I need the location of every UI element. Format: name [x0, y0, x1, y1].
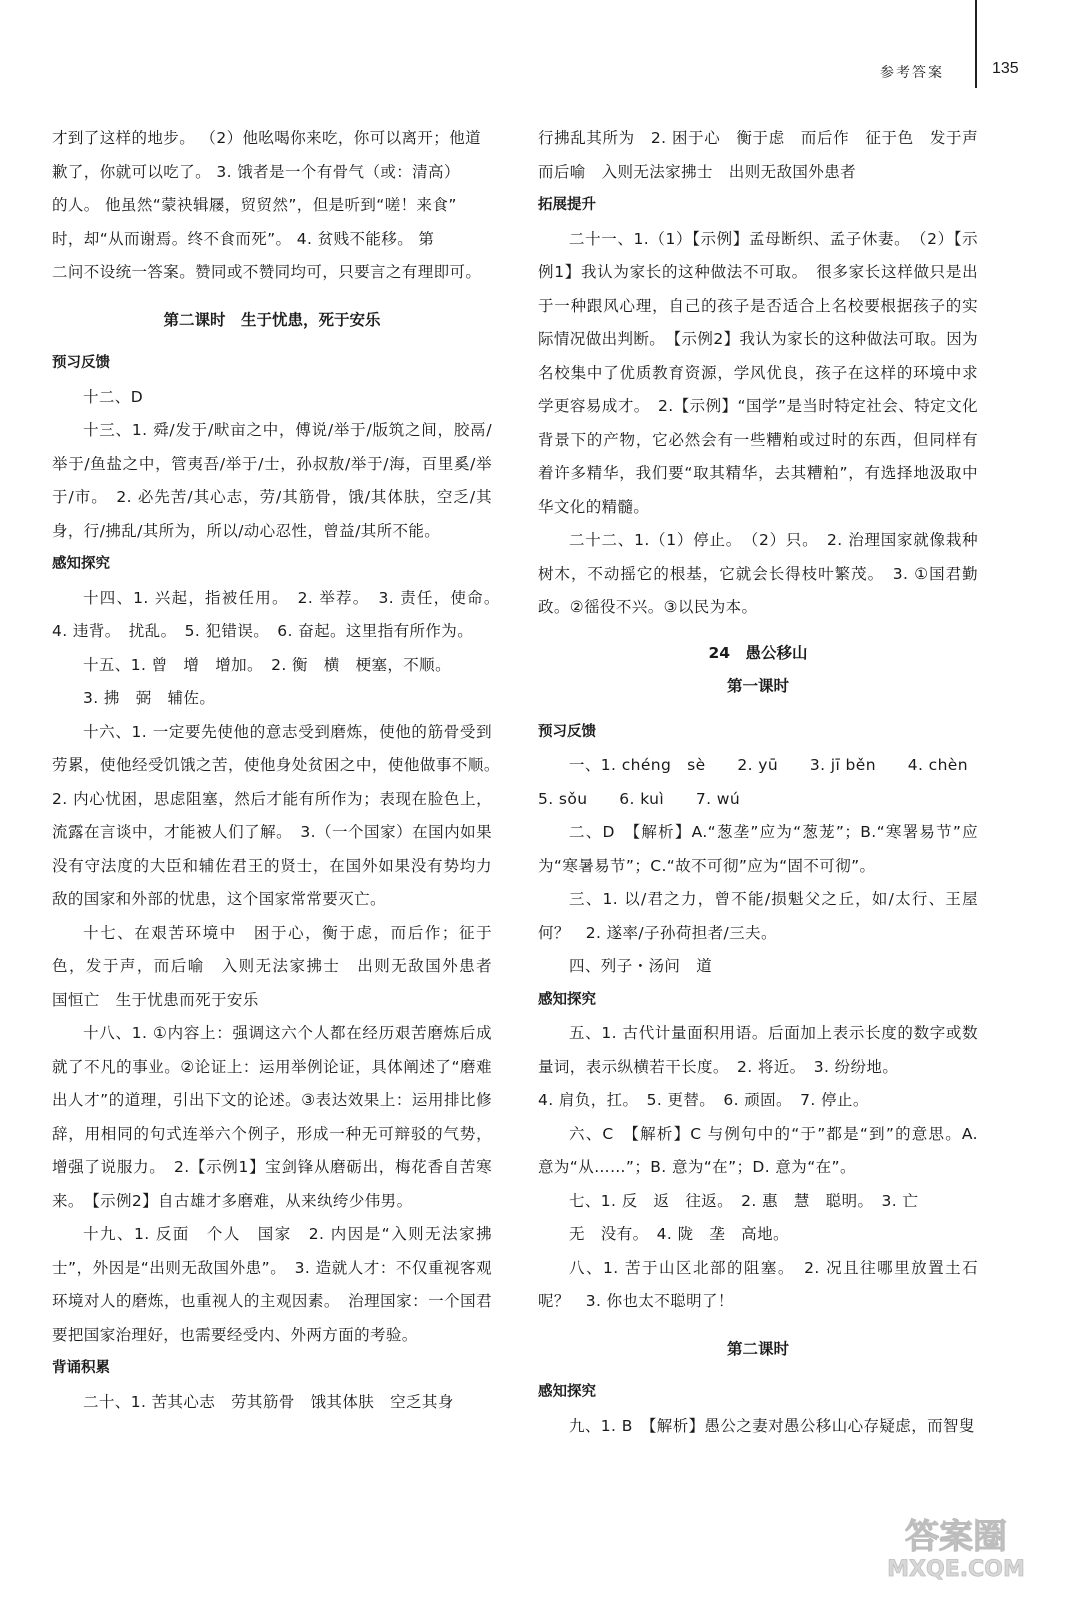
- answer-1: 一、1. chéng sè 2. yū 3. jī běn 4. chèn: [569, 756, 968, 774]
- answer-12: 十二、D: [83, 387, 144, 406]
- left-column: [52, 122, 508, 1419]
- answer-7: 七、1. 反 返 往返。 2. 惠 慧 聪明。 3. 亡: [569, 1191, 919, 1210]
- answer-9: 九、1. B 【解析】愚公之妻对愚公移山心存疑虑，而智叟: [569, 1416, 975, 1435]
- section-heading-recite: 背诵积累: [52, 1360, 110, 1376]
- answer-18: 十八、1. ①内容上：强调这六个人都在经历艰苦磨炼后成就了不凡的事业。②论证上：运用举例论证，具体阐述了“磨难出人才”的道理，引出下文的论述。③表达效果上：运用排比修辞，用相同的句式连举六个例子，形成一种无可辩驳的气势，增强了说服力。 2.【示例1】宝剑锋从磨砺出，梅花香自苦寒来。 【示例2】自古雄才多磨难，从来纨绔少伟男。: [52, 1024, 492, 1210]
- section-heading-explore-3: 感知探究: [538, 1384, 596, 1400]
- answer-line: 才到了这样的地步。 （2）他吆喝你来吃，你可以离开；他道: [52, 129, 481, 147]
- answer-21: 二十一、1.（1）【示例】孟母断织、孟子休妻。 （2）【示例1】我认为家长的这种做法不可取。 很多家长这样做只是出于一种跟风心理，自己的孩子是否适合上名校要根据孩子的实际情况做出判断。 【示例2】我认为家长的这种做法可取。因为名校集中了优质教育资源，学风优良，孩子在这样的环境中求学更容易成才。 2.【示例】“国学”是当时特定社会、特定文化背景下的产物，它必然会有一些糟粕或过时的东西，但同样有着许多精华，我们要“取其精华，去其糟粕”，有选择地汲取中华文化的精髓。: [538, 229, 978, 516]
- header-divider: [975, 0, 977, 88]
- section-heading-preview-2: 预习反馈: [538, 723, 596, 740]
- answer-16: 十六、1. 一定要先使他的意志受到磨炼，使他的筋骨受到劳累，使他经受饥饿之苦，使他身处贫困之中，使他做事不顺。 2. 内心忧困，思虑阻塞，然后才能有所作为；表现在脸色上，流露在言谈中，才能被人们了解。 3.（一个国家）在国内如果没有守法度的大臣和辅佐君王的贤士，在国外如果没有势均力敌的国家和外部的忧患，这个国家常常要灭亡。: [52, 722, 508, 908]
- chapter-title: 24 愚公移山: [708, 643, 808, 662]
- section-heading-explore: 感知探究: [52, 556, 110, 572]
- watermark-text: 答案圈: [905, 1517, 1007, 1557]
- running-head: 参考答案: [880, 65, 944, 81]
- watermark-logo: [871, 1510, 1041, 1582]
- answer-4: 四、列子・汤问 道: [569, 957, 713, 975]
- answer-8: 八、1. 苦于山区北部的阻塞。 2. 况且往哪里放置土石呢？ 3. 你也太不聪明了！: [538, 1258, 978, 1310]
- answer-22: 二十二、1.（1）停止。 （2）只。 2. 治理国家就像栽种树木，不动摇它的根基，它就会长得枝叶繁茂。 3. ①国君勤政。②徭役不兴。③以民为本。: [538, 531, 978, 616]
- answer-19: 十九、1. 反面 个人 国家 2. 内因是“入则无法家拂士”，外因是“出则无敌国外患”。 3. 造就人才：不仅重视客观环境对人的磨炼，也重视人的主观因素。 治理国家：一个国君要把国家治理好，也需要经受内、外两方面的考验。: [52, 1225, 492, 1344]
- answer-13: 十三、1. 舜/发于/畎亩之中，傅说/举于/版筑之间，胶鬲/举于/鱼盐之中，管夷吾/举于/士，孙叔敖/举于/海，百里奚/举于/市。 2. 必先苦/其心志，劳/其筋骨，饿/其体肤，空乏/其身，行/拂乱/其所为，所以/动心忍性，曾益/其所不能。: [52, 421, 492, 540]
- answer-3: 三、1. 以/君之力，曾不能/损魁父之丘，如/太行、王屋何？ 2. 遂率/子孙荷担者/三夫。: [538, 890, 978, 942]
- answer-5: 五、1. 古代计量面积用语。后面加上表示长度的数字或数量词，表示纵横若干长度。 2. 将近。 3. 纷纷地。: [538, 1024, 978, 1076]
- answer-line: 歉了，你就可以吃了。 3. 饿者是一个有骨气（或：清高）: [52, 162, 460, 181]
- answer-7-cont: 无 没有。 4. 陇 垄 高地。: [569, 1225, 789, 1243]
- answer-15: 十五、1. 曾 增 增加。 2. 衡 横 梗塞，不顺。: [83, 655, 451, 674]
- section-heading-preview: 预习反馈: [52, 355, 110, 371]
- answer-20-cont: 行拂乱其所为 2. 困于心 衡于虑 而后作 征于色 发于声 而后喻 入则无法家拂士 出则无敌国外患者: [538, 129, 994, 181]
- answer-5-cont: 4. 肩负，扛。 5. 更替。 6. 顽固。 7. 停止。: [538, 1091, 869, 1109]
- answer-17: 十七、在艰苦环境中 困于心，衡于虑，而后作；征于色，发于声，而后喻 入则无法家拂士 出则无敌国外患者 国恒亡 生于忧患而死于安乐: [52, 923, 508, 1009]
- section-heading-explore-2: 感知探究: [538, 991, 596, 1008]
- right-column: [538, 122, 994, 1443]
- page-number: 135: [992, 60, 1019, 77]
- answer-2: 二、D 【解析】A.“葱垄”应为“葱茏”；B.“寒署易节”应为“寒暑易节”；C.“故不可彻”应为“固不可彻”。: [538, 823, 978, 875]
- answer-15-cont: 3. 拂 弼 辅佐。: [83, 689, 216, 707]
- answer-line: 时，却“从而谢焉。终不食而死”。 4. 贫贱不能移。 第: [52, 229, 435, 248]
- answer-line: 的人。 他虽然“蒙袂辑屦，贸贸然”，但是听到“嗟！来食”: [52, 196, 457, 214]
- lesson-title: 第二课时 生于忧患，死于安乐: [163, 310, 381, 329]
- lesson-title-1: 第一课时: [726, 677, 789, 695]
- section-heading-extend: 拓展提升: [538, 197, 596, 213]
- answer-6: 六、C 【解析】C 与例句中的“于”都是“到”的意思。A. 意为“从……”；B. 意为“在”；D. 意为“在”。: [538, 1124, 978, 1176]
- answer-14: 十四、1. 兴起，指被任用。 2. 举荐。 3. 责任，使命。 4. 违背。 扰乱。 5. 犯错误。 6. 奋起。这里指有所作为。: [52, 588, 508, 640]
- answer-20: 二十、1. 苦其心志 劳其筋骨 饿其体肤 空乏其身: [83, 1392, 454, 1411]
- answer-line: 二问不设统一答案。赞同或不赞同均可，只要言之有理即可。: [52, 263, 482, 281]
- watermark-url: MXQE.COM: [887, 1557, 1025, 1582]
- answer-1-cont: 5. sǒu 6. kuì 7. wú: [538, 789, 741, 808]
- lesson-title-2: 第二课时: [726, 1339, 789, 1358]
